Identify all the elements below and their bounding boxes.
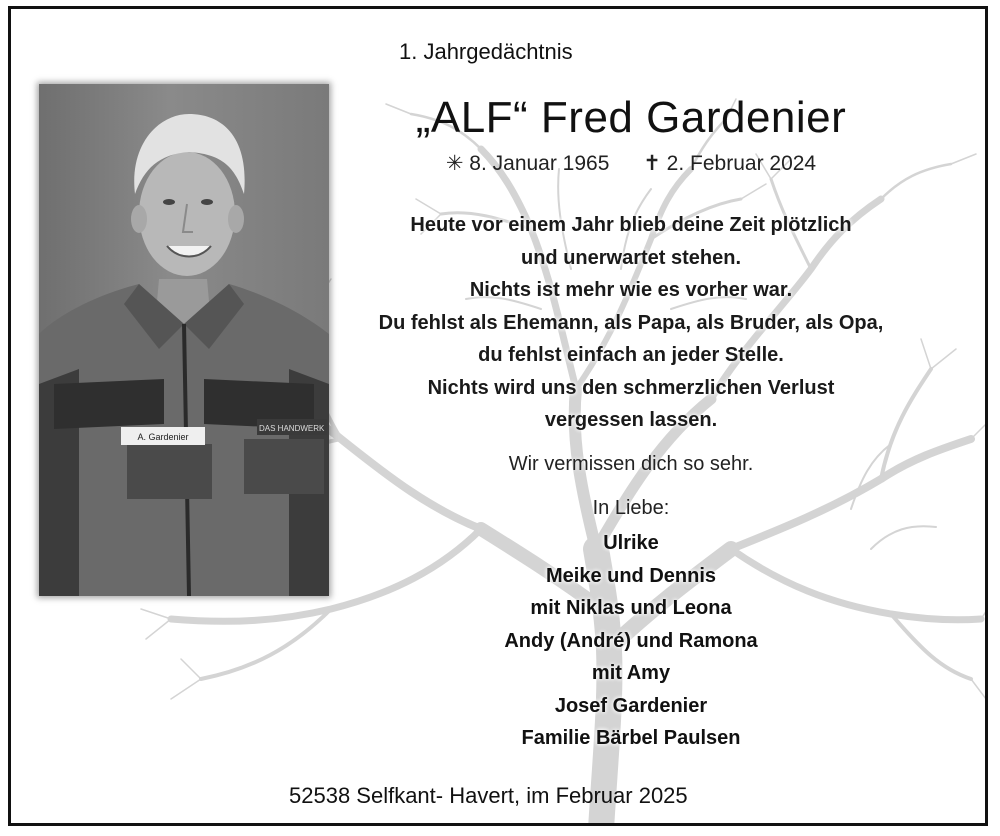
birth-date: ✳ 8. Januar 1965 bbox=[445, 152, 610, 175]
signer: Ulrike bbox=[603, 532, 659, 554]
badge-text: DAS HANDWERK bbox=[259, 424, 325, 433]
signer: Familie Bärbel Paulsen bbox=[521, 727, 741, 749]
death-date: ✝ 2. Februar 2024 bbox=[643, 152, 817, 175]
memorial-poem bbox=[341, 209, 921, 437]
poem-line: du fehlst einfach an jeder Stelle. bbox=[478, 344, 784, 366]
signer: mit Niklas und Leona bbox=[530, 597, 732, 619]
portrait-illustration bbox=[39, 84, 329, 596]
name-tag-text: A. Gardenier bbox=[137, 432, 189, 442]
poem-line: Du fehlst als Ehemann, als Papa, als Bruder, als Opa, bbox=[378, 311, 884, 334]
poem-line: vergessen lassen. bbox=[544, 409, 718, 431]
poem-line: Nichts ist mehr wie es vorher war. bbox=[469, 279, 793, 301]
deceased-name: „ALF“ Fred Gardenier bbox=[415, 93, 847, 142]
poem-line: Heute vor einem Jahr blieb deine Zeit plötzlich bbox=[410, 214, 852, 236]
love-line: In Liebe: bbox=[592, 497, 670, 519]
miss-line: Wir vermissen dich so sehr. bbox=[508, 453, 754, 475]
portrait-photo bbox=[39, 84, 329, 596]
anniversary-heading: 1. Jahrgedächtnis bbox=[399, 39, 573, 64]
signer: Andy (André) und Ramona bbox=[504, 629, 758, 652]
signer: Meike und Dennis bbox=[545, 564, 717, 587]
notice-frame bbox=[8, 6, 988, 826]
place-date-footer: 52538 Selfkant- Havert, im Februar 2025 bbox=[289, 783, 688, 808]
poem-line: Nichts wird uns den schmerzlichen Verlust bbox=[427, 376, 835, 399]
signer: mit Amy bbox=[591, 662, 671, 684]
signer: Josef Gardenier bbox=[554, 694, 708, 717]
life-dates bbox=[341, 151, 921, 176]
signers-list bbox=[341, 527, 921, 755]
poem-line: und unerwartet stehen. bbox=[520, 246, 742, 269]
